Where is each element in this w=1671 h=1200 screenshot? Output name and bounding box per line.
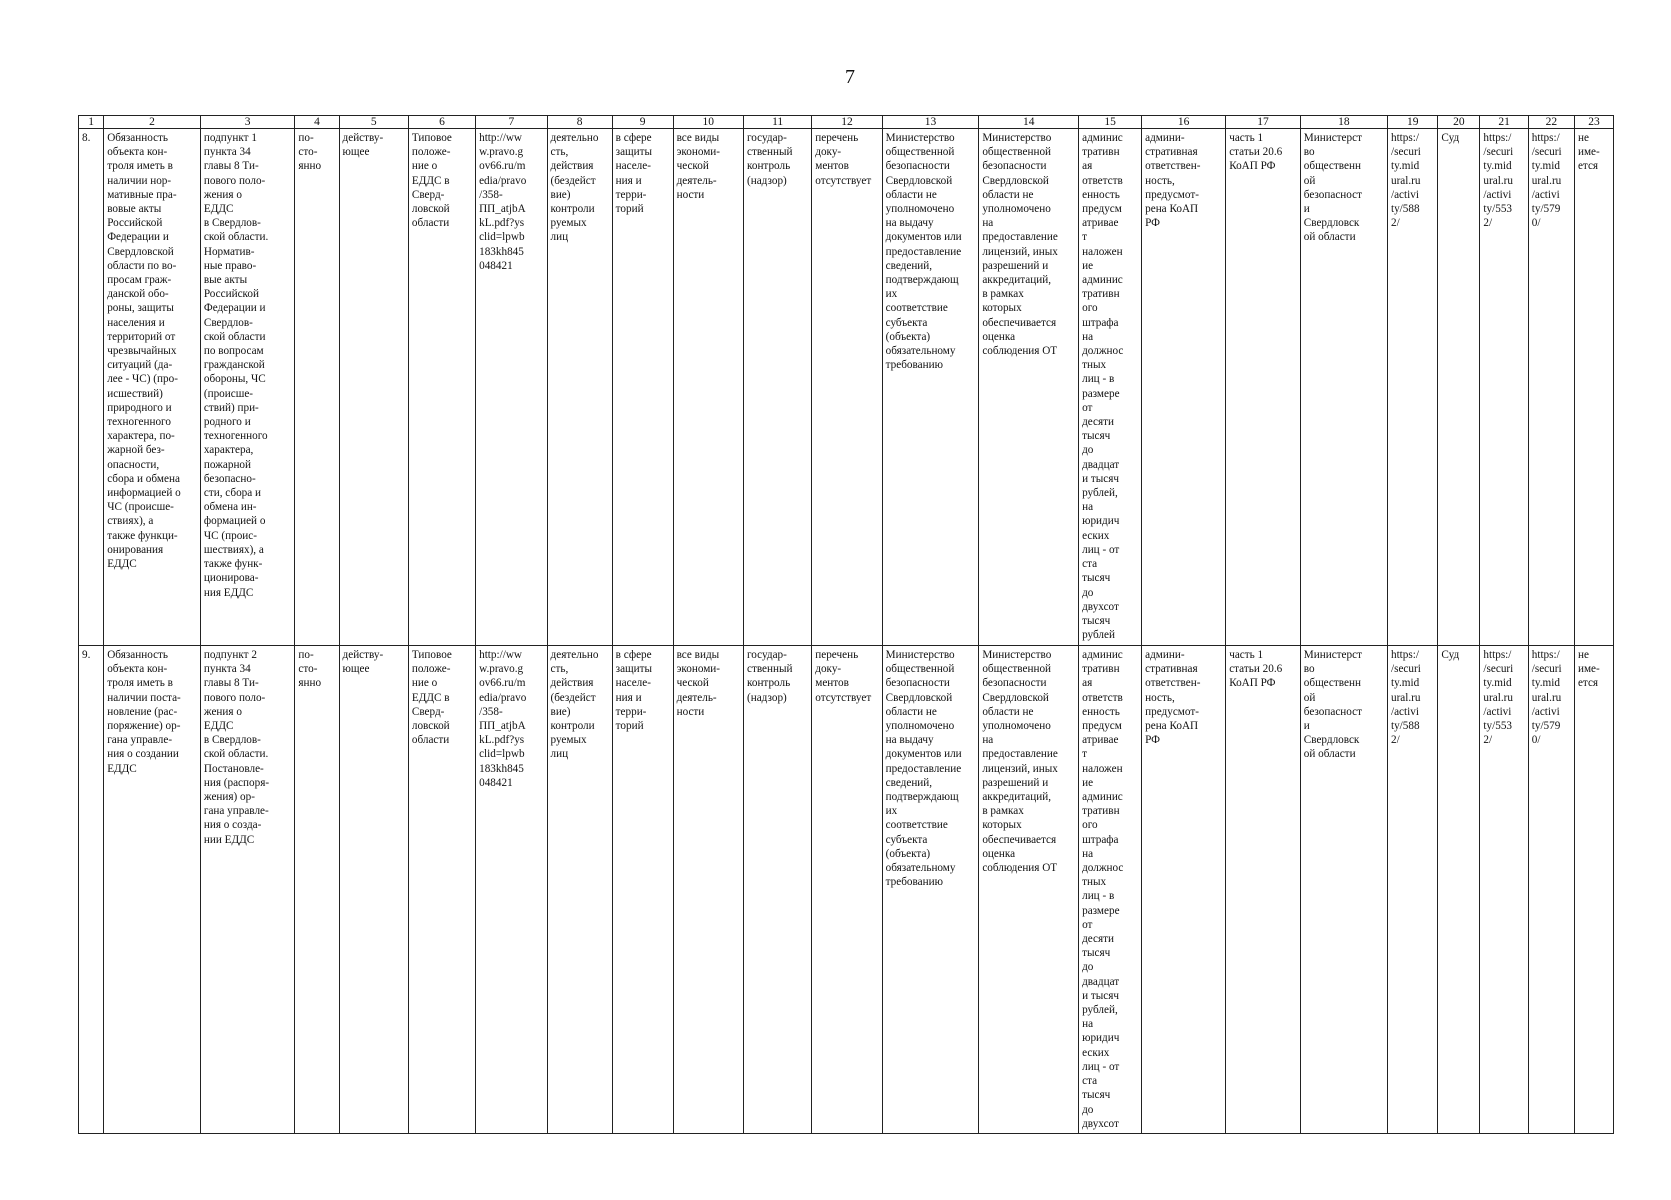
page-number: 7	[845, 66, 855, 88]
table-cell: Суд	[1438, 646, 1480, 1134]
table-cell: админис тративн ая ответств енность предусм атривае т наложен ие админис тративн ого штрафа на должнос тных лиц - в размере от десяти тысяч до двадцат и тысяч рублей, на юридич еских лиц - от ста тысяч до двухсот тысяч рублей	[1079, 129, 1142, 646]
link-cell: https:/ /securi ty.mid ural.ru /activi ty/553 2/	[1480, 129, 1528, 646]
table-cell: Министерст во общественн ой безопасност и Свердловск ой области	[1300, 129, 1387, 646]
table-cell: действу- ющее	[339, 129, 408, 646]
table-cell: часть 1 статьи 20.6 КоАП РФ	[1226, 129, 1301, 646]
table-cell: все виды экономи- ческой деятель- ности	[673, 646, 743, 1134]
header-cell: 2	[104, 116, 201, 129]
table-cell: Министерство общественной безопасности Свердловской области не уполномочено на предоставление лицензий, иных разрешений и аккредитаций, в рамках которых обеспечивается оценка соблюдения ОТ	[979, 646, 1079, 1134]
table-cell: Министерство общественной безопасности Свердловской области не уполномочено на выдачу документов или предоставление сведений, подтверждающ их соответствие субъекта (объекта) обязательному требованию	[882, 646, 979, 1134]
link-cell: https:/ /securi ty.mid ural.ru /activi ty/553 2/	[1480, 646, 1528, 1134]
header-cell: 13	[882, 116, 979, 129]
table-cell: в сфере защиты населе- ния и терри- торий	[612, 646, 673, 1134]
table-cell: не име- ется	[1574, 129, 1613, 646]
requirement-cell: Обязанность объекта кон- троля иметь в наличии нор- мативные пра- вовые акты Российской Федерации и Свердловской области по во- просам граж- данской обо- роны, защиты населения и территорий от чрезвычайных ситуаций (да- лее - ЧС) (про- исшествий) природного и техногенного характера, по- жарной без- опасности, сбора и обмена информацией о ЧС (происше- ствиях), а также функци- онирования ЕДДС	[104, 129, 201, 646]
header-cell: 23	[1574, 116, 1613, 129]
row-number-cell: 8.	[79, 129, 104, 646]
header-cell: 3	[200, 116, 295, 129]
header-cell: 12	[812, 116, 882, 129]
header-cell: 5	[339, 116, 408, 129]
header-cell: 18	[1300, 116, 1387, 129]
table-cell: Министерство общественной безопасности Свердловской области не уполномочено на выдачу документов или предоставление сведений, подтверждающ их соответствие субъекта (объекта) обязательному требованию	[882, 129, 979, 646]
legal-reference-cell: подпункт 1 пункта 34 главы 8 Ти- пового поло- жения о ЕДДС в Свердлов- ской области. Норматив- ные право- вые акты Российской Федерации и Свердлов- ской области по вопросам гражданской обороны, ЧС (происше- ствий) при- родного и техногенного характера, пожарной безопасно- сти, сбора и обмена ин- формацией о ЧС (проис- шествиях), а также функ- ционирова- ния ЕДДС	[200, 129, 295, 646]
link-cell: https:/ /securi ty.mid ural.ru /activi ty/588 2/	[1387, 129, 1437, 646]
table-cell: Суд	[1438, 129, 1480, 646]
header-cell: 11	[743, 116, 811, 129]
header-cell: 22	[1528, 116, 1574, 129]
table-cell: по- сто- янно	[295, 646, 339, 1134]
table-cell: по- сто- янно	[295, 129, 339, 646]
table-cell: деятельно сть, действия (бездейст вие) контроли руемых лиц	[547, 646, 612, 1134]
header-cell: 7	[476, 116, 547, 129]
table-cell: не име- ется	[1574, 646, 1613, 1134]
table-cell: государ- ственный контроль (надзор)	[743, 646, 811, 1134]
legal-reference-cell: подпункт 2 пункта 34 главы 8 Ти- пового поло- жения о ЕДДС в Свердлов- ской области. Постановле- ния (распоря- жения) ор- гана управле- ния о созда- нии ЕДДС	[200, 646, 295, 1134]
table-cell: админи- стративная ответствен- ность, предусмот- рена КоАП РФ	[1142, 646, 1226, 1134]
table-cell: все виды экономи- ческой деятель- ности	[673, 129, 743, 646]
table-cell: Министерст во общественн ой безопасност и Свердловск ой области	[1300, 646, 1387, 1134]
header-cell: 6	[408, 116, 475, 129]
header-cell: 10	[673, 116, 743, 129]
table-header-row	[79, 116, 1614, 129]
table-cell: в сфере защиты населе- ния и терри- торий	[612, 129, 673, 646]
requirement-cell: Обязанность объекта кон- троля иметь в наличии поста- новление (рас- поряжение) ор- гана управле- ния о создании ЕДДС	[104, 646, 201, 1134]
table-cell: государ- ственный контроль (надзор)	[743, 129, 811, 646]
link-cell: https:/ /securi ty.mid ural.ru /activi ty/588 2/	[1387, 646, 1437, 1134]
table-cell: часть 1 статьи 20.6 КоАП РФ	[1226, 646, 1301, 1134]
header-cell: 17	[1226, 116, 1301, 129]
header-cell: 4	[295, 116, 339, 129]
row-number-cell: 9.	[79, 646, 104, 1134]
table-cell: Министерство общественной безопасности Свердловской области не уполномочено на предоставление лицензий, иных разрешений и аккредитаций, в рамках которых обеспечивается оценка соблюдения ОТ	[979, 129, 1079, 646]
table-cell: Типовое положе- ние о ЕДДС в Сверд- ловской области	[408, 129, 475, 646]
link-cell: http://ww w.pravo.g ov66.ru/m edia/pravo /358- ПП_atjbA kL.pdf?ys clid=lpwb 183kh845 048421	[476, 646, 547, 1134]
table-cell: перечень доку- ментов отсутствует	[812, 646, 882, 1134]
table-cell: админис тративн ая ответств енность предусм атривае т наложен ие админис тративн ого штрафа на должнос тных лиц - в размере от десяти тысяч до двадцат и тысяч рублей, на юридич еских лиц - от ста тысяч до двухсот	[1079, 646, 1142, 1134]
header-cell: 19	[1387, 116, 1437, 129]
table-cell: деятельно сть, действия (бездейст вие) контроли руемых лиц	[547, 129, 612, 646]
header-cell: 16	[1142, 116, 1226, 129]
link-cell: https:/ /securi ty.mid ural.ru /activi ty/579 0/	[1528, 129, 1574, 646]
header-cell: 8	[547, 116, 612, 129]
table-row	[79, 646, 1614, 1134]
header-cell: 9	[612, 116, 673, 129]
table-row	[79, 129, 1614, 646]
table-cell: админи- стративная ответствен- ность, предусмот- рена КоАП РФ	[1142, 129, 1226, 646]
header-cell: 1	[79, 116, 104, 129]
link-cell: https:/ /securi ty.mid ural.ru /activi ty/579 0/	[1528, 646, 1574, 1134]
table-cell: действу- ющее	[339, 646, 408, 1134]
header-cell: 15	[1079, 116, 1142, 129]
header-cell: 14	[979, 116, 1079, 129]
link-cell: http://ww w.pravo.g ov66.ru/m edia/pravo /358- ПП_atjbA kL.pdf?ys clid=lpwb 183kh845 048421	[476, 129, 547, 646]
table-cell: перечень доку- ментов отсутствует	[812, 129, 882, 646]
requirements-table	[78, 115, 1614, 1134]
header-cell: 21	[1480, 116, 1528, 129]
table-cell: Типовое положе- ние о ЕДДС в Сверд- ловской области	[408, 646, 475, 1134]
header-cell: 20	[1438, 116, 1480, 129]
